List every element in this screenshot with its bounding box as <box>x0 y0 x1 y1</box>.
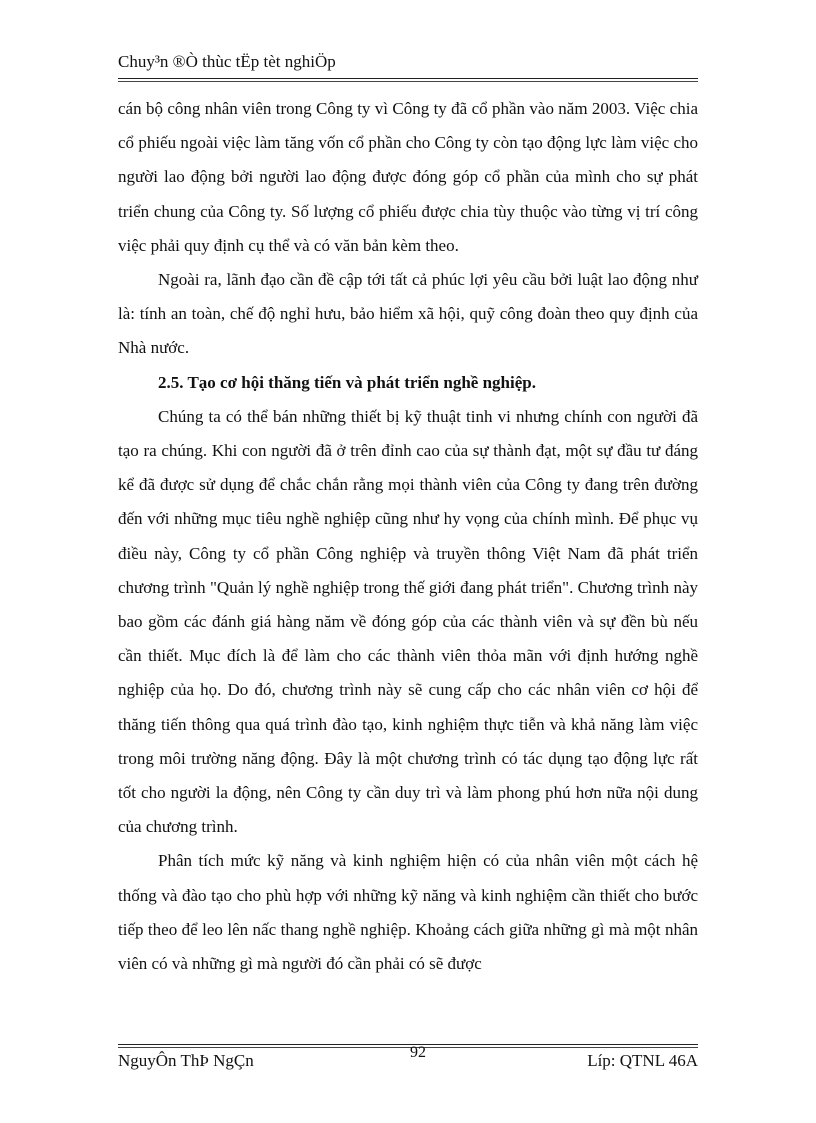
page-number: 92 <box>410 1044 426 1061</box>
document-body <box>118 92 698 981</box>
paragraph-continuation: cán bộ công nhân viên trong Công ty vì Công ty đã cổ phần vào năm 2003. Việc chia cổ phiếu ngoài việc làm tăng vốn cổ phần cho Công ty còn tạo động lực làm việc cho người lao động bởi người lao động được đóng góp cổ phần của mình cho sự phát triển chung của Công ty. Số lượng cổ phiếu được chia tùy thuộc vào từng vị trí công việc phải quy định cụ thể và có văn bản kèm theo. <box>118 99 698 255</box>
page-footer <box>118 1044 698 1074</box>
paragraph-benefits: Ngoài ra, lãnh đạo cần đề cập tới tất cả phúc lợi yêu cầu bởi luật lao động như là: tính an toàn, chế độ nghỉ hưu, bảo hiểm xã hội, quỹ công đoàn theo quy định của Nhà nước. <box>118 270 698 358</box>
section-heading: 2.5. Tạo cơ hội thăng tiến và phát triển nghề nghiệp. <box>158 372 536 392</box>
paragraph-skill-analysis: Phân tích mức kỹ năng và kinh nghiệm hiện có của nhân viên một cách hệ thống và đào tạo cho phù hợp với những kỹ năng và kinh nghiệm cần thiết cho bước tiếp theo để leo lên nấc thang nghề nghiệp. Khoảng cách giữa những gì mà một nhân viên có và những gì mà người đó cần phải có sẽ được <box>118 851 698 974</box>
header-title: Chuy³n ®Ò thùc tËp tèt nghiÖp <box>118 52 336 71</box>
footer-author: NguyÔn ThÞ NgÇn <box>118 1051 254 1070</box>
footer-class: Líp: QTNL 46A <box>587 1051 698 1070</box>
paragraph-career-program: Chúng ta có thể bán những thiết bị kỹ thuật tinh vi nhưng chính con người đã tạo ra chúng. Khi con người đã ở trên đỉnh cao của sự thành đạt, một sự đầu tư đáng kể đã được sử dụng để chắc chắn rằng mọi thành viên của Công ty đang trên đường đến với những mục tiêu nghề nghiệp cũng như hy vọng của chính mình. Để phục vụ điều này, Công ty cổ phần Công nghiệp và truyền thông Việt Nam đã phát triển chương trình "Quản lý nghề nghiệp trong thế giới đang phát triển". Chương trình này bao gồm các đánh giá hàng năm về đóng góp của các thành viên và sự đền bù nếu cần thiết. Mục đích là để làm cho các thành viên thỏa mãn với định hướng nghề nghiệp của họ. Do đó, chương trình này sẽ cung cấp cho các nhân viên cơ hội để thăng tiến thông qua quá trình đào tạo, kinh nghiệm thực tiễn và khả năng làm việc trong môi trường năng động. Đây là một chương trình có tác dụng tạo động lực rất tốt cho người la động, nên Công ty cần duy trì và làm phong phú hơn nữa nội dung của chương trình. <box>118 406 698 837</box>
page-header <box>118 52 698 79</box>
